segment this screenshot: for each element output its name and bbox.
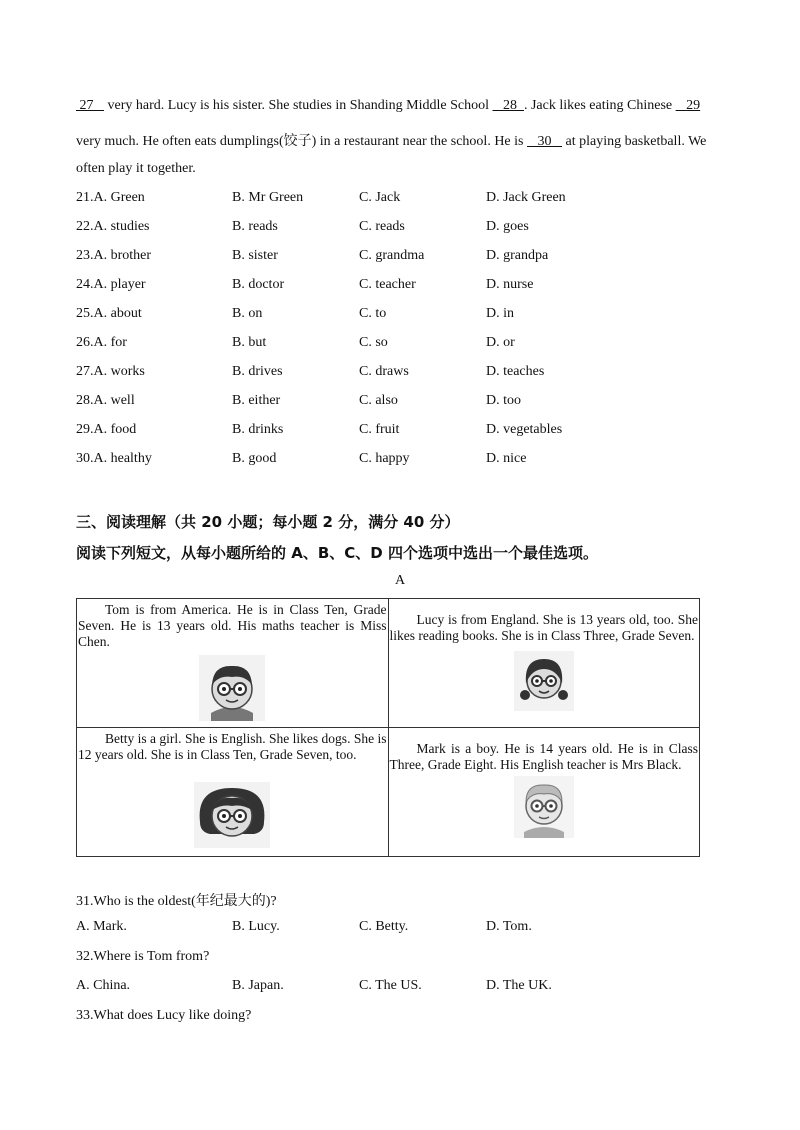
option-text: A. healthy [93,451,152,466]
option-text: A. Green [93,190,145,205]
option-row [76,393,716,413]
option-c [359,306,386,322]
option-d [486,393,521,409]
option-text: B. good [232,451,277,466]
option-text: A. studies [93,219,150,234]
answer-row [76,919,716,939]
option-c [359,190,400,206]
option-text: C. also [359,393,398,408]
profile-cell-tom [77,599,389,728]
option-c [359,277,416,293]
option-d [486,335,515,351]
option-text: B. drives [232,364,283,379]
option-c [359,451,410,467]
option-text: D. or [486,335,515,350]
blank-30: 30 [537,134,552,149]
answer-option-b: B. Lucy. [232,919,280,934]
option-a [76,422,136,438]
question-stem: 33.What does Lucy like doing? [76,1008,252,1023]
boy-glasses-face-icon [514,776,574,838]
option-row [76,277,716,297]
option-text: B. sister [232,248,278,263]
option-a [76,248,151,264]
answer-option-c: C. Betty. [359,919,409,934]
option-text: B. Mr Green [232,190,304,205]
cloze-text: very much. He often eats dumplings(饺子) in a restaurant near the school. He is [76,134,527,149]
option-a [76,364,145,380]
question-number: 30. [76,451,94,466]
boy-glasses-face-icon [199,655,265,721]
option-text: B. either [232,393,281,408]
option-text: A. about [93,306,142,321]
option-c [359,364,409,380]
option-row [76,190,716,210]
option-b [232,451,276,467]
option-a [76,451,152,467]
profile-cell-betty [77,728,389,857]
option-d [486,248,548,264]
option-text: B. doctor [232,277,285,292]
option-text: D. goes [486,219,529,234]
cloze-text: . Jack likes eating Chinese [523,98,676,113]
option-text: A. food [93,422,137,437]
answer-option-a: A. China. [76,978,131,993]
option-c [359,335,388,351]
option-text: B. on [232,306,263,321]
option-text: D. teaches [486,364,545,379]
question-number: 27. [76,364,94,379]
blank-29: 29 [686,98,701,113]
option-d [486,219,529,235]
option-text: C. happy [359,451,410,466]
question-number: 29. [76,422,94,437]
option-a [76,190,145,206]
option-d [486,277,533,293]
question-stem: 31.Who is the oldest(年纪最大的)? [76,894,277,909]
option-b [232,219,278,235]
option-text: D. nurse [486,277,534,292]
option-text: C. draws [359,364,409,379]
cloze-line-3: often play it together. [76,161,196,176]
answer-option-b: B. Japan. [232,978,284,993]
option-text: B. but [232,335,267,350]
option-row [76,248,716,268]
option-text: B. reads [232,219,278,234]
answer-option-d: D. Tom. [486,919,532,934]
option-text: D. in [486,306,514,321]
option-b [232,335,266,351]
option-b [232,364,283,380]
cloze-line-1 [76,98,700,114]
option-b [232,277,284,293]
option-d [486,422,562,438]
cloze-text: at playing basketball. We [561,134,707,149]
option-d [486,190,566,206]
question-number: 21. [76,190,94,205]
option-text: D. nice [486,451,527,466]
option-text: C. reads [359,219,405,234]
option-text: C. to [359,306,387,321]
option-b [232,248,278,264]
option-text: C. grandma [359,248,425,263]
option-b [232,393,280,409]
question-number: 28. [76,393,94,408]
option-text: A. works [93,364,145,379]
option-text: A. brother [93,248,152,263]
profile-table [76,598,700,857]
question-number: 23. [76,248,94,263]
cloze-text: very hard. Lucy is his sister. She studies in Shanding Middle School [104,98,493,113]
option-row [76,306,716,326]
question-number: 26. [76,335,94,350]
option-b [232,422,283,438]
girl-glasses-face-icon [514,651,574,711]
profile-text-betty: Betty is a girl. She is English. She likes dogs. She is 12 years old. She is in Class Ten, Grade Seven, too. [78,731,387,762]
option-d [486,364,544,380]
option-row [76,451,716,471]
option-a [76,306,142,322]
option-row [76,335,716,355]
section-instruction: 阅读下列短文，从每小题所给的 A、B、C、D 四个选项中选出一个最佳选项。 [76,544,598,562]
option-text: D. too [486,393,521,408]
question-stem: 32.Where is Tom from? [76,949,210,964]
option-text: A. well [93,393,135,408]
blank-28: 28 [502,98,517,113]
option-a [76,335,127,351]
option-d [486,451,526,467]
passage-label: A [394,573,406,588]
option-c [359,248,424,264]
option-text: C. so [359,335,388,350]
option-text: C. fruit [359,422,400,437]
option-text: A. player [93,277,146,292]
profile-cell-lucy [388,599,700,728]
option-text: C. Jack [359,190,401,205]
option-a [76,277,146,293]
option-row [76,219,716,239]
profile-cell-mark [388,728,700,857]
option-c [359,219,405,235]
blank-27: 27 [79,98,94,113]
option-text: A. for [93,335,127,350]
option-d [486,306,514,322]
question-number: 24. [76,277,94,292]
profile-text-tom: Tom is from America. He is in Class Ten, Grade Seven. He is 13 years old. His maths teacher is Miss Chen. [78,602,387,649]
answer-option-c: C. The US. [359,978,422,993]
question-number: 25. [76,306,94,321]
section-title: 三、阅读理解（共 20 小题；每小题 2 分，满分 40 分） [76,513,460,531]
option-text: C. teacher [359,277,416,292]
option-b [232,190,303,206]
answer-row [76,978,716,998]
option-text: B. drinks [232,422,284,437]
option-text: D. vegetables [486,422,563,437]
option-a [76,219,150,235]
answer-option-d: D. The UK. [486,978,552,993]
profile-text-mark: Mark is a boy. He is 14 years old. He is in Class Three, Grade Eight. His English teacher is Mrs Black. [389,741,698,772]
profile-text-lucy: Lucy is from England. She is 13 years old, too. She likes reading books. She is in Class Three, Grade Seven. [389,612,698,643]
option-text: D. Jack Green [486,190,566,205]
cloze-line-2 [76,130,706,150]
question-number: 22. [76,219,94,234]
option-b [232,306,262,322]
option-row [76,422,716,442]
girl-glasses-face-icon [194,782,270,848]
option-text: D. grandpa [486,248,549,263]
option-c [359,422,399,438]
option-row [76,364,716,384]
option-a [76,393,135,409]
option-c [359,393,398,409]
answer-option-a: A. Mark. [76,919,127,934]
